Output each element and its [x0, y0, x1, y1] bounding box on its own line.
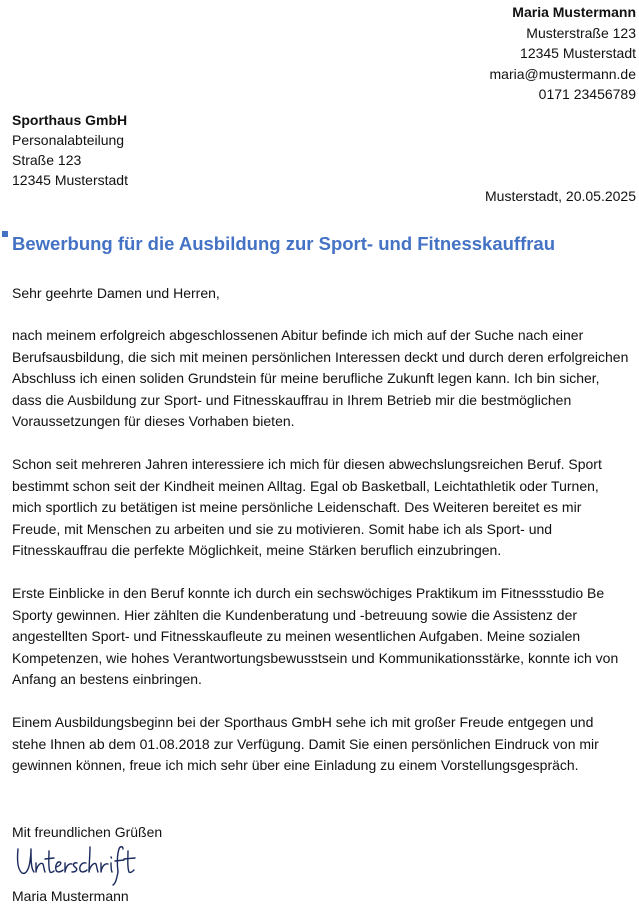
sender-name: Maria Mustermann: [512, 4, 636, 20]
letter-body: [12, 325, 630, 798]
handwritten-signature: [14, 841, 136, 887]
letter-subject: Bewerbung für die Ausbildung zur Sport- und Fitnesskauffrau: [12, 233, 556, 254]
sender-phone: 0171 23456789: [538, 86, 636, 102]
recipient-address: [12, 110, 128, 190]
recipient-city: 12345 Musterstadt: [12, 172, 128, 188]
body-paragraph: nach meinem erfolgreich abgeschlossenen Abitur befinde ich mich auf der Suche nach einer Berufsausbildung, die sich mit meinen persönlichen Interessen deckt und durch deren erfolgreichen Abschluss ich einen soliden Grundstein für meine berufliche Zukunft legen kann. Ich bin sicher, dass die Ausbildung zur Sport- und Fitnesskauffrau in Ihrem Betrieb mir die bestmöglichen Voraussetzungen für dieses Vorhaben bieten.: [12, 327, 629, 429]
sender-email: maria@mustermann.de: [489, 65, 636, 82]
recipient-department: Personalabteilung: [12, 132, 125, 148]
salutation: Sehr geehrte Damen und Herren,: [12, 285, 220, 301]
recipient-street: Straße 123: [12, 152, 82, 168]
sender-address: [490, 2, 637, 105]
closing-formula: Mit freundlichen Grüßen: [12, 824, 163, 840]
body-paragraph: Schon seit mehreren Jahren interessiere ich mich für diesen abwechslungsreichen Beruf. Sport bestimmt schon seit der Kindheit meinen Alltag. Egal ob Basketball, Leichtathletik oder Turnen, mich sportlich zu betätigen ist meine persönliche Leidenschaft. Des Weiteren bereitet es mir Freude, mit Menschen zu arbeiten und sie zu motivieren. Somit habe ich als Sport- und Fitnesskauffrau die perfekte Möglichkeit, meine Stärken beruflich einzubringen.: [12, 456, 602, 558]
letter-date: Musterstadt, 20.05.2025: [485, 188, 636, 204]
sender-street: Musterstraße 123: [526, 24, 636, 41]
recipient-company: Sporthaus GmbH: [12, 112, 128, 128]
signer-name: Maria Mustermann: [12, 888, 129, 904]
sender-city: 12345 Musterstadt: [520, 45, 636, 61]
body-paragraph: Erste Einblicke in den Beruf konnte ich durch ein sechswöchiges Praktikum im Fitnessstudio Be Sporty gewinnen. Hier zählten die Kundenberatung und -betreuung sowie die Assistenz der angestellten Sport- und Fitnesskaufleute zu meinen wesentlichen Aufgaben. Meine sozialen Kompetenzen, wie hohes Verantwortungsbewusstsein und Kommunikationsstärke, konnte ich von Anfang an bestens einbringen.: [12, 585, 619, 687]
subject-marker: [2, 231, 8, 237]
body-paragraph: Einem Ausbildungsbeginn bei der Sporthaus GmbH sehe ich mit großer Freude entgegen und stehe Ihnen ab dem 01.08.2018 zur Verfügung. Damit Sie einen persönlichen Eindruck von mir gewinnen können, freue ich mich sehr über eine Einladung zu einem Vorstellungsgespräch.: [12, 714, 599, 773]
